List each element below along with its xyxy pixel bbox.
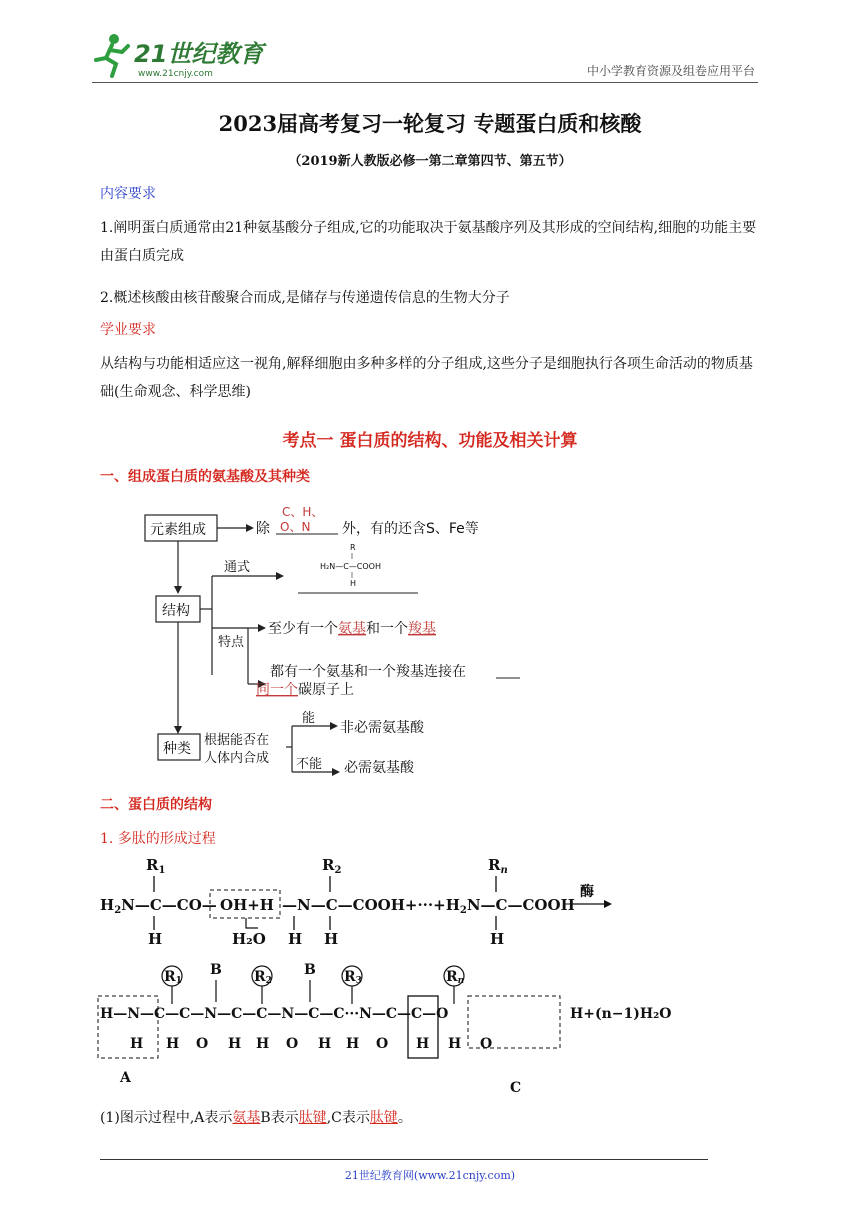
buneng-label: 不能 (296, 757, 323, 772)
svg-text:O: O (286, 1036, 299, 1052)
question-1: (1)图示过程中,A表示氨基B表示肽键,C表示肽键。 (100, 1110, 412, 1126)
logo (92, 30, 262, 80)
label-b2: B (304, 962, 316, 978)
water-label: H₂O (232, 930, 266, 948)
svg-text:—N—C—COOH+···+H2N—C—COOH: $—N—C—COOH+\cdot\cdot\cdot+H_2N—C—COOH$ (282, 896, 575, 916)
formula-r: R (350, 543, 356, 552)
svg-text:H2N—C—CO—: $H_2N—C—CO—$ (100, 896, 217, 916)
svg-text:H: H (318, 1036, 332, 1052)
study-req-p1: 从结构与功能相适应这一视角,解释细胞由多种多样的分子组成,这些分子是细胞执行各项生命活动的物质基础(生命观念、科学思维) (100, 356, 753, 400)
chn-bottom: O、N (280, 520, 311, 534)
svg-text:O: O (480, 1036, 493, 1052)
study-req-heading: 学业要求 (100, 322, 156, 338)
chu-text: 除 (256, 521, 270, 537)
svg-text:H: H (416, 1036, 430, 1052)
tongshi-label: 通式 (224, 560, 251, 575)
box-kind-label: 种类 (163, 741, 191, 757)
logo-text: 21世纪教育 (134, 40, 264, 68)
svg-text:R2: R2 (254, 969, 272, 986)
enzyme-label: 酶 (580, 884, 594, 900)
svg-text:H: H (166, 1036, 180, 1052)
answer-amino: 氨基 (232, 1110, 261, 1126)
header-divider (92, 82, 758, 83)
svg-text:H: H (288, 930, 303, 948)
feibi-label: 非必需氨基酸 (340, 720, 424, 736)
kind-cond2: 人体内合成 (204, 751, 270, 766)
kaodian-heading: 考点一 蛋白质的结构、功能及相关计算 (282, 431, 578, 451)
logo-url: www.21cnjy.com (138, 69, 213, 79)
runner-icon (96, 34, 128, 76)
section1-heading: 一、组成蛋白质的氨基酸及其种类 (100, 469, 310, 485)
feature1: 至少有一个氨基和一个羧基 (268, 621, 436, 637)
section2-heading: 二、蛋白质的结构 (100, 797, 212, 813)
kind-cond1: 根据能否在 (204, 733, 270, 748)
feature2-line1: 都有一个氨基和一个羧基连接在 (270, 664, 466, 680)
content-req-p1: 1.阐明蛋白质通常由21种氨基酸分子组成,它的功能取决于氨基酸序列及其形成的空间结构,细胞的功能主要由蛋白质完成 (100, 220, 757, 264)
answer-peptide-2: 肽键 (369, 1110, 398, 1126)
svg-text:O: O (376, 1036, 389, 1052)
svg-text:Rn: Rn (446, 969, 465, 986)
svg-text:OH+H: OH+H (220, 896, 274, 914)
subsection1-heading: 1. 多肽的形成过程 (100, 831, 216, 847)
svg-text:H—N—C—C—N—C—C—N—C—C···N—C—C—O: H—N—C—C—N—C—C—N—C—C···N—C—C—O (100, 1006, 449, 1022)
svg-text:H: H (256, 1036, 270, 1052)
svg-text:R1: $R_1$ (146, 856, 166, 876)
svg-text:H: H (130, 1036, 144, 1052)
answer-peptide-1: 肽键 (298, 1110, 327, 1126)
wai-text: 外，有的还含S、Fe等 (342, 521, 479, 537)
svg-text:R3: R3 (344, 969, 362, 986)
content-req-heading: 内容要求 (100, 186, 156, 202)
peptide-formation-diagram (96, 852, 672, 1102)
tedian-label: 特点 (218, 635, 245, 650)
svg-text:H: H (448, 1036, 462, 1052)
svg-text:R2: $R_2$ (322, 856, 342, 876)
svg-text:H: H (228, 1036, 242, 1052)
label-c: C (510, 1080, 522, 1096)
svg-text:H: H (148, 930, 163, 948)
svg-text:R1: R1 (164, 969, 182, 986)
header-platform-text: 中小学教育资源及组卷应用平台 (586, 64, 755, 78)
amino-acid-concept-map (120, 500, 540, 790)
content-req-p2: 2.概述核酸由核苷酸聚合而成,是储存与传递遗传信息的生物大分子 (100, 290, 510, 306)
neng-label: 能 (302, 711, 316, 726)
svg-text:H: H (346, 1036, 360, 1052)
footer-divider (100, 1159, 708, 1160)
label-a: A (120, 1070, 131, 1086)
box-structure-label: 结构 (162, 603, 190, 619)
chn-top: C、H、 (282, 505, 324, 519)
page-subtitle: （2019新人教版必修一第二章第四节、第五节） (288, 154, 572, 169)
page-title: 2023届高考复习一轮复习 专题蛋白质和核酸 (218, 111, 642, 136)
bixu-label: 必需氨基酸 (344, 760, 414, 776)
label-b1: B (210, 962, 222, 978)
svg-text:O: O (196, 1036, 209, 1052)
svg-text:H: H (490, 930, 505, 948)
footer-text[interactable]: 21世纪教育网(www.21cnjy.com) (344, 1169, 516, 1182)
formula-h: H (350, 579, 357, 588)
svg-text:H: H (324, 930, 339, 948)
svg-text:Rn: $R_n$ (488, 856, 508, 876)
feature2-line2: 同一个碳原子上 (256, 682, 354, 698)
formula-main: H₂N—C—COOH (320, 562, 381, 571)
box-elements-label: 元素组成 (150, 522, 206, 538)
tail-label: H+(n−1)H₂O (570, 1006, 672, 1022)
